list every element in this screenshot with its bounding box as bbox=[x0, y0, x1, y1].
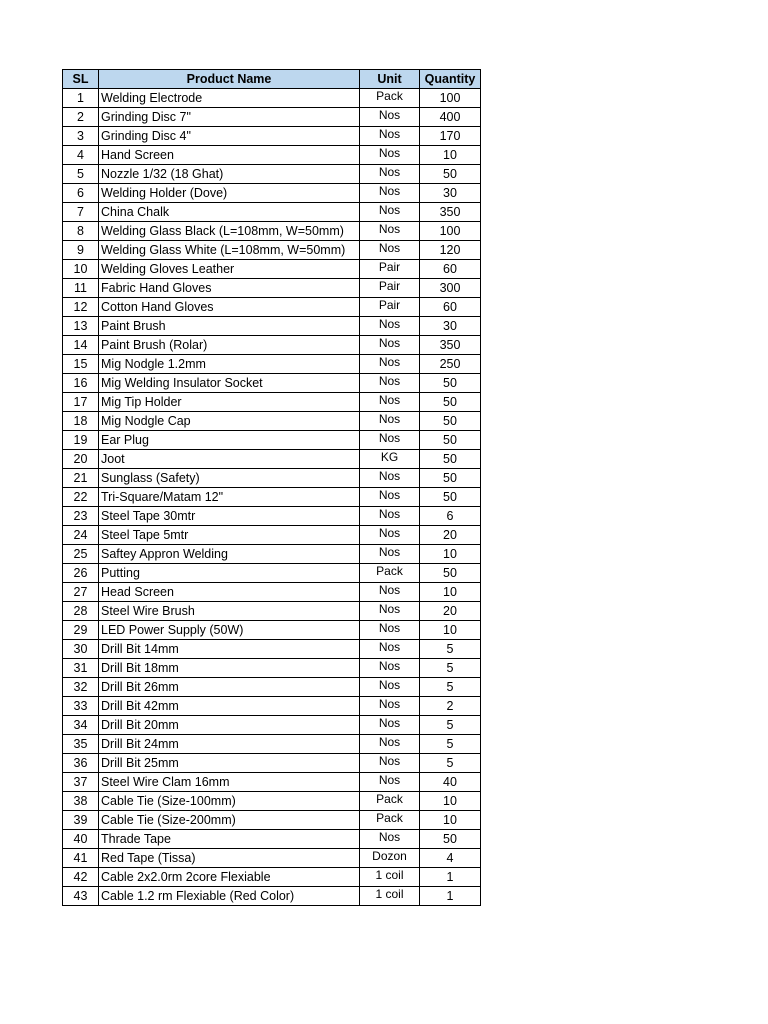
cell-unit: Pack bbox=[360, 89, 420, 108]
table-row bbox=[63, 887, 481, 906]
table-row bbox=[63, 260, 481, 279]
cell-sl: 4 bbox=[63, 146, 99, 165]
cell-unit: 1 coil bbox=[360, 868, 420, 887]
cell-quantity: 60 bbox=[420, 298, 481, 317]
table-row bbox=[63, 298, 481, 317]
cell-sl: 6 bbox=[63, 184, 99, 203]
cell-product-name: Grinding Disc 4" bbox=[99, 127, 360, 146]
table-row bbox=[63, 526, 481, 545]
table-row bbox=[63, 583, 481, 602]
cell-sl: 5 bbox=[63, 165, 99, 184]
cell-sl: 17 bbox=[63, 393, 99, 412]
cell-sl: 13 bbox=[63, 317, 99, 336]
table-row bbox=[63, 393, 481, 412]
table-row bbox=[63, 773, 481, 792]
table-body bbox=[63, 89, 481, 906]
cell-sl: 39 bbox=[63, 811, 99, 830]
cell-product-name: Cable Tie (Size-100mm) bbox=[99, 792, 360, 811]
cell-unit: Nos bbox=[360, 640, 420, 659]
cell-quantity: 4 bbox=[420, 849, 481, 868]
cell-product-name: Fabric Hand Gloves bbox=[99, 279, 360, 298]
product-quantity-table bbox=[62, 69, 481, 906]
cell-sl: 30 bbox=[63, 640, 99, 659]
cell-sl: 12 bbox=[63, 298, 99, 317]
cell-unit: Nos bbox=[360, 203, 420, 222]
cell-unit: Nos bbox=[360, 374, 420, 393]
table-row bbox=[63, 108, 481, 127]
cell-product-name: Drill Bit 42mm bbox=[99, 697, 360, 716]
cell-unit: Nos bbox=[360, 317, 420, 336]
cell-product-name: Mig Nodgle 1.2mm bbox=[99, 355, 360, 374]
table-row bbox=[63, 754, 481, 773]
cell-product-name: Drill Bit 26mm bbox=[99, 678, 360, 697]
cell-product-name: Head Screen bbox=[99, 583, 360, 602]
cell-product-name: Welding Glass Black (L=108mm, W=50mm) bbox=[99, 222, 360, 241]
table-row bbox=[63, 355, 481, 374]
cell-sl: 38 bbox=[63, 792, 99, 811]
cell-product-name: Drill Bit 18mm bbox=[99, 659, 360, 678]
cell-product-name: Red Tape (Tissa) bbox=[99, 849, 360, 868]
table-row bbox=[63, 469, 481, 488]
cell-sl: 36 bbox=[63, 754, 99, 773]
cell-quantity: 350 bbox=[420, 336, 481, 355]
cell-product-name: Hand Screen bbox=[99, 146, 360, 165]
cell-unit: Dozon bbox=[360, 849, 420, 868]
table-row bbox=[63, 735, 481, 754]
cell-sl: 1 bbox=[63, 89, 99, 108]
cell-sl: 16 bbox=[63, 374, 99, 393]
cell-quantity: 50 bbox=[420, 165, 481, 184]
cell-sl: 18 bbox=[63, 412, 99, 431]
cell-product-name: Mig Welding Insulator Socket bbox=[99, 374, 360, 393]
cell-product-name: Thrade Tape bbox=[99, 830, 360, 849]
cell-unit: Pair bbox=[360, 279, 420, 298]
cell-sl: 34 bbox=[63, 716, 99, 735]
table-row bbox=[63, 184, 481, 203]
cell-sl: 20 bbox=[63, 450, 99, 469]
cell-quantity: 250 bbox=[420, 355, 481, 374]
cell-unit: Nos bbox=[360, 165, 420, 184]
cell-quantity: 5 bbox=[420, 659, 481, 678]
table-row bbox=[63, 621, 481, 640]
cell-sl: 43 bbox=[63, 887, 99, 906]
cell-unit: Nos bbox=[360, 583, 420, 602]
cell-unit: Pair bbox=[360, 260, 420, 279]
cell-product-name: Welding Gloves Leather bbox=[99, 260, 360, 279]
cell-unit: Nos bbox=[360, 526, 420, 545]
cell-sl: 15 bbox=[63, 355, 99, 374]
header-sl: SL bbox=[63, 70, 99, 89]
cell-product-name: LED Power Supply (50W) bbox=[99, 621, 360, 640]
cell-sl: 23 bbox=[63, 507, 99, 526]
cell-product-name: Cable Tie (Size-200mm) bbox=[99, 811, 360, 830]
cell-unit: Nos bbox=[360, 355, 420, 374]
cell-sl: 3 bbox=[63, 127, 99, 146]
cell-sl: 28 bbox=[63, 602, 99, 621]
cell-product-name: Steel Wire Brush bbox=[99, 602, 360, 621]
table-row bbox=[63, 336, 481, 355]
table-header-row bbox=[63, 70, 481, 89]
table-row bbox=[63, 203, 481, 222]
cell-quantity: 50 bbox=[420, 393, 481, 412]
cell-product-name: China Chalk bbox=[99, 203, 360, 222]
cell-sl: 10 bbox=[63, 260, 99, 279]
cell-unit: Nos bbox=[360, 184, 420, 203]
cell-product-name: Welding Electrode bbox=[99, 89, 360, 108]
cell-unit: Nos bbox=[360, 393, 420, 412]
table-row bbox=[63, 678, 481, 697]
cell-sl: 26 bbox=[63, 564, 99, 583]
table-row bbox=[63, 792, 481, 811]
cell-unit: Pack bbox=[360, 564, 420, 583]
cell-sl: 7 bbox=[63, 203, 99, 222]
cell-product-name: Drill Bit 20mm bbox=[99, 716, 360, 735]
cell-quantity: 100 bbox=[420, 89, 481, 108]
cell-product-name: Welding Holder (Dove) bbox=[99, 184, 360, 203]
cell-unit: Nos bbox=[360, 127, 420, 146]
cell-sl: 32 bbox=[63, 678, 99, 697]
cell-unit: Nos bbox=[360, 431, 420, 450]
table-row bbox=[63, 317, 481, 336]
cell-product-name: Grinding Disc 7" bbox=[99, 108, 360, 127]
table-row bbox=[63, 374, 481, 393]
cell-product-name: Sunglass (Safety) bbox=[99, 469, 360, 488]
cell-sl: 42 bbox=[63, 868, 99, 887]
cell-quantity: 100 bbox=[420, 222, 481, 241]
table-row bbox=[63, 697, 481, 716]
cell-product-name: Cable 1.2 rm Flexiable (Red Color) bbox=[99, 887, 360, 906]
table-row bbox=[63, 127, 481, 146]
cell-quantity: 40 bbox=[420, 773, 481, 792]
cell-unit: Nos bbox=[360, 469, 420, 488]
cell-quantity: 5 bbox=[420, 640, 481, 659]
cell-unit: Nos bbox=[360, 621, 420, 640]
cell-unit: Nos bbox=[360, 241, 420, 260]
cell-unit: Nos bbox=[360, 773, 420, 792]
cell-unit: Nos bbox=[360, 602, 420, 621]
cell-product-name: Steel Wire Clam 16mm bbox=[99, 773, 360, 792]
cell-product-name: Cable 2x2.0rm 2core Flexiable bbox=[99, 868, 360, 887]
cell-product-name: Joot bbox=[99, 450, 360, 469]
cell-quantity: 50 bbox=[420, 431, 481, 450]
cell-unit: KG bbox=[360, 450, 420, 469]
cell-product-name: Ear Plug bbox=[99, 431, 360, 450]
cell-quantity: 1 bbox=[420, 868, 481, 887]
cell-product-name: Drill Bit 25mm bbox=[99, 754, 360, 773]
cell-quantity: 5 bbox=[420, 754, 481, 773]
cell-unit: Nos bbox=[360, 735, 420, 754]
cell-quantity: 300 bbox=[420, 279, 481, 298]
table-row bbox=[63, 564, 481, 583]
cell-quantity: 120 bbox=[420, 241, 481, 260]
cell-sl: 37 bbox=[63, 773, 99, 792]
cell-quantity: 350 bbox=[420, 203, 481, 222]
cell-sl: 14 bbox=[63, 336, 99, 355]
cell-quantity: 10 bbox=[420, 545, 481, 564]
cell-unit: Nos bbox=[360, 830, 420, 849]
cell-quantity: 5 bbox=[420, 678, 481, 697]
cell-unit: 1 coil bbox=[360, 887, 420, 906]
cell-quantity: 10 bbox=[420, 792, 481, 811]
table-row bbox=[63, 222, 481, 241]
table-row bbox=[63, 431, 481, 450]
cell-quantity: 50 bbox=[420, 374, 481, 393]
cell-quantity: 170 bbox=[420, 127, 481, 146]
cell-quantity: 5 bbox=[420, 716, 481, 735]
cell-sl: 9 bbox=[63, 241, 99, 260]
cell-unit: Pair bbox=[360, 298, 420, 317]
cell-quantity: 60 bbox=[420, 260, 481, 279]
cell-product-name: Putting bbox=[99, 564, 360, 583]
cell-unit: Nos bbox=[360, 659, 420, 678]
table-row bbox=[63, 849, 481, 868]
cell-sl: 25 bbox=[63, 545, 99, 564]
table-row bbox=[63, 488, 481, 507]
cell-product-name: Cotton Hand Gloves bbox=[99, 298, 360, 317]
cell-unit: Nos bbox=[360, 507, 420, 526]
cell-product-name: Mig Nodgle Cap bbox=[99, 412, 360, 431]
cell-unit: Pack bbox=[360, 811, 420, 830]
cell-quantity: 50 bbox=[420, 469, 481, 488]
cell-product-name: Drill Bit 24mm bbox=[99, 735, 360, 754]
cell-product-name: Tri-Square/Matam 12" bbox=[99, 488, 360, 507]
cell-unit: Nos bbox=[360, 545, 420, 564]
table-row bbox=[63, 165, 481, 184]
table-row bbox=[63, 507, 481, 526]
table-row bbox=[63, 659, 481, 678]
cell-quantity: 6 bbox=[420, 507, 481, 526]
cell-sl: 21 bbox=[63, 469, 99, 488]
cell-product-name: Welding Glass White (L=108mm, W=50mm) bbox=[99, 241, 360, 260]
table-row bbox=[63, 830, 481, 849]
cell-quantity: 1 bbox=[420, 887, 481, 906]
cell-unit: Nos bbox=[360, 754, 420, 773]
cell-unit: Nos bbox=[360, 146, 420, 165]
cell-quantity: 50 bbox=[420, 450, 481, 469]
cell-sl: 22 bbox=[63, 488, 99, 507]
cell-quantity: 2 bbox=[420, 697, 481, 716]
table-row bbox=[63, 89, 481, 108]
cell-unit: Nos bbox=[360, 697, 420, 716]
cell-product-name: Mig Tip Holder bbox=[99, 393, 360, 412]
cell-unit: Nos bbox=[360, 336, 420, 355]
cell-sl: 40 bbox=[63, 830, 99, 849]
cell-unit: Nos bbox=[360, 488, 420, 507]
cell-quantity: 50 bbox=[420, 412, 481, 431]
cell-product-name: Steel Tape 5mtr bbox=[99, 526, 360, 545]
table-row bbox=[63, 602, 481, 621]
cell-quantity: 10 bbox=[420, 811, 481, 830]
cell-sl: 27 bbox=[63, 583, 99, 602]
cell-quantity: 5 bbox=[420, 735, 481, 754]
cell-sl: 31 bbox=[63, 659, 99, 678]
header-product-name: Product Name bbox=[99, 70, 360, 89]
cell-quantity: 10 bbox=[420, 621, 481, 640]
cell-sl: 11 bbox=[63, 279, 99, 298]
cell-product-name: Saftey Appron Welding bbox=[99, 545, 360, 564]
cell-sl: 19 bbox=[63, 431, 99, 450]
cell-product-name: Drill Bit 14mm bbox=[99, 640, 360, 659]
table-row bbox=[63, 146, 481, 165]
cell-product-name: Nozzle 1/32 (18 Ghat) bbox=[99, 165, 360, 184]
cell-quantity: 20 bbox=[420, 526, 481, 545]
header-unit: Unit bbox=[360, 70, 420, 89]
cell-unit: Pack bbox=[360, 792, 420, 811]
cell-product-name: Paint Brush bbox=[99, 317, 360, 336]
table-row bbox=[63, 412, 481, 431]
table-row bbox=[63, 241, 481, 260]
cell-sl: 8 bbox=[63, 222, 99, 241]
cell-unit: Nos bbox=[360, 222, 420, 241]
cell-sl: 2 bbox=[63, 108, 99, 127]
cell-quantity: 50 bbox=[420, 830, 481, 849]
table-row bbox=[63, 868, 481, 887]
cell-quantity: 10 bbox=[420, 146, 481, 165]
header-quantity: Quantity bbox=[420, 70, 481, 89]
cell-quantity: 50 bbox=[420, 488, 481, 507]
cell-sl: 33 bbox=[63, 697, 99, 716]
table-row bbox=[63, 640, 481, 659]
cell-quantity: 20 bbox=[420, 602, 481, 621]
table-row bbox=[63, 811, 481, 830]
cell-sl: 29 bbox=[63, 621, 99, 640]
table-row bbox=[63, 450, 481, 469]
table-row bbox=[63, 279, 481, 298]
cell-unit: Nos bbox=[360, 678, 420, 697]
cell-product-name: Steel Tape 30mtr bbox=[99, 507, 360, 526]
cell-sl: 35 bbox=[63, 735, 99, 754]
table-row bbox=[63, 716, 481, 735]
cell-quantity: 30 bbox=[420, 317, 481, 336]
cell-quantity: 10 bbox=[420, 583, 481, 602]
cell-quantity: 30 bbox=[420, 184, 481, 203]
table-row bbox=[63, 545, 481, 564]
cell-quantity: 400 bbox=[420, 108, 481, 127]
cell-unit: Nos bbox=[360, 412, 420, 431]
cell-sl: 24 bbox=[63, 526, 99, 545]
cell-quantity: 50 bbox=[420, 564, 481, 583]
cell-product-name: Paint Brush (Rolar) bbox=[99, 336, 360, 355]
cell-unit: Nos bbox=[360, 108, 420, 127]
cell-unit: Nos bbox=[360, 716, 420, 735]
cell-sl: 41 bbox=[63, 849, 99, 868]
